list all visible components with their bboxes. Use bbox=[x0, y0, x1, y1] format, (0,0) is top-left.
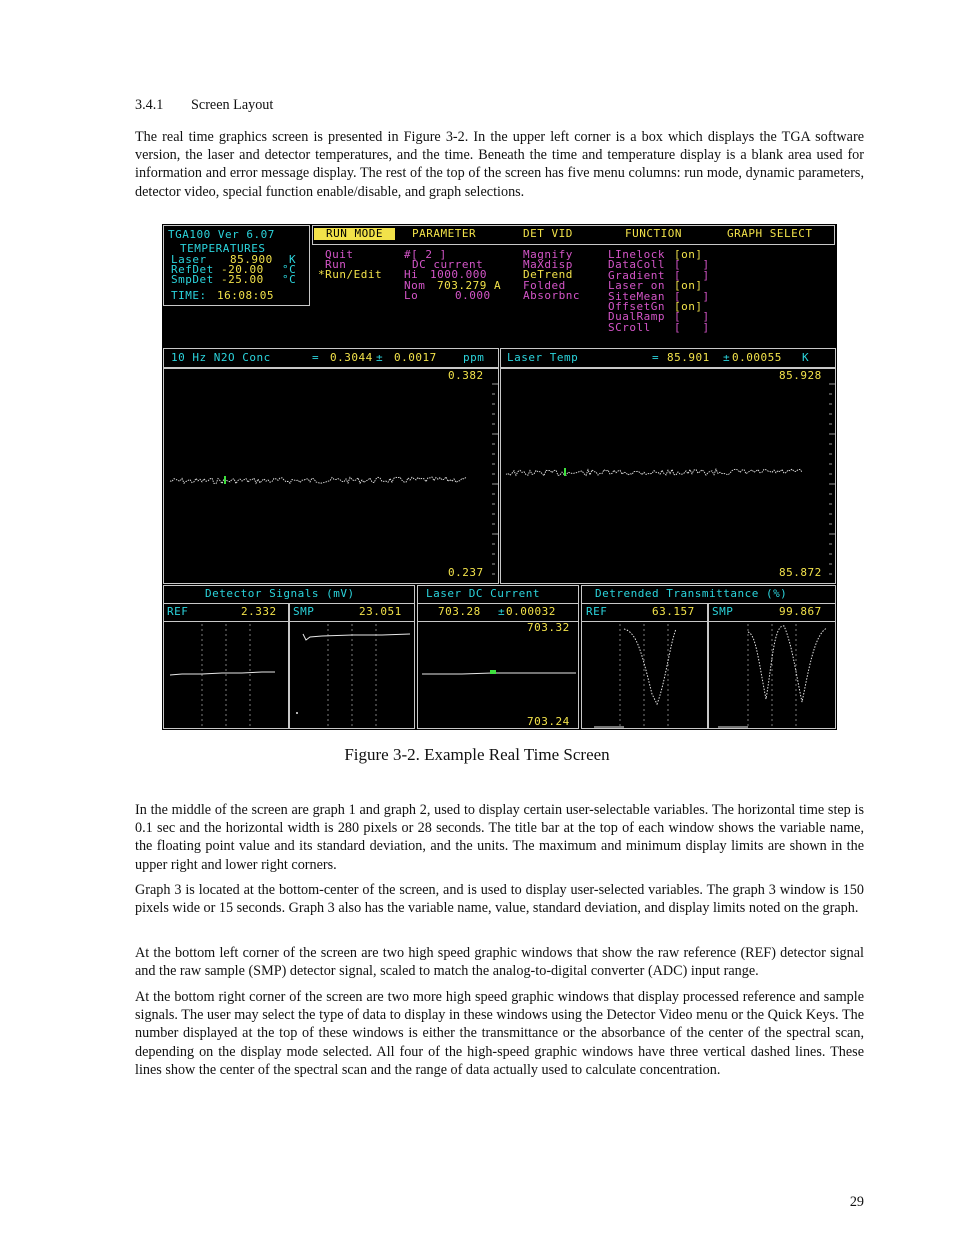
graph2-unit: K bbox=[802, 351, 810, 364]
function-item-name[interactable]: LInelock bbox=[608, 248, 665, 261]
graph1-pm: ± bbox=[376, 351, 384, 364]
parameter-hi-label: Hi bbox=[404, 268, 419, 281]
paragraph-graphs-1-2: In the middle of the screen are graph 1 and graph 2, used to display certain user-selectable variables. The horizontal time step is 0.1 sec and the horizontal width is 280 pixels or 28 seconds. The title bar at the top of each window shows the variable name, the floating point value and its standard deviation, and the units. The maximum and minimum display limits are shown in the upper right and lower right corners. bbox=[135, 802, 864, 873]
laser-temp-label: Laser bbox=[171, 253, 207, 266]
graph1-title: 10 Hz N2O Conc bbox=[171, 351, 271, 364]
det-vid-magnify[interactable]: Magnify bbox=[523, 248, 573, 261]
graph3-sd: 0.00032 bbox=[506, 605, 556, 618]
laser-temp-unit: K bbox=[289, 253, 297, 266]
graph3-pm: ± bbox=[498, 605, 506, 618]
section-title: Screen Layout bbox=[191, 97, 274, 113]
refdet-value: -20.00 bbox=[221, 263, 264, 276]
parameter-name: DC current bbox=[412, 258, 484, 271]
smp-raw-dot bbox=[296, 712, 298, 714]
graph2-max: 85.928 bbox=[779, 369, 822, 382]
function-item-name[interactable]: Gradient bbox=[608, 268, 665, 282]
graph2-cursor bbox=[564, 468, 566, 476]
function-item-state: [on] bbox=[674, 279, 703, 293]
smp-raw-value: 23.051 bbox=[359, 605, 402, 618]
function-item-name[interactable]: Laser on bbox=[608, 279, 665, 293]
time-value: 16:08:05 bbox=[217, 289, 274, 302]
refdet-unit: °C bbox=[282, 263, 297, 276]
refdet-label: RefDet bbox=[171, 263, 214, 276]
function-item-state: [on] bbox=[674, 300, 703, 313]
smpdet-value: -25.00 bbox=[221, 273, 264, 286]
section-number: 3.4.1 bbox=[135, 97, 164, 113]
graph3-max: 703.32 bbox=[527, 621, 570, 634]
graph2-title: Laser Temp bbox=[507, 351, 579, 364]
graph1-cursor bbox=[224, 476, 226, 484]
function-item-state: [ ] bbox=[674, 320, 710, 334]
parameter-hi-value: 1000.000 bbox=[430, 268, 487, 281]
function-item-state: [on] bbox=[674, 248, 703, 261]
page-number: 29 bbox=[849, 1194, 864, 1210]
run-mode-quit[interactable]: Quit bbox=[325, 248, 354, 261]
smp-detrended-value: 99.867 bbox=[779, 605, 822, 618]
parameter-index: #[ 2 ] bbox=[404, 248, 447, 261]
paragraph-raw-windows: At the bottom left corner of the screen are two high speed graphic windows that show the raw reference (REF) detector signal and the raw sample (SMP) detector signal, scaled to match the analog-to-digital converter (ADC) input range. bbox=[135, 945, 864, 980]
det-vid-absorbnc[interactable]: Absorbnc bbox=[523, 289, 580, 302]
function-item-state: [ ] bbox=[674, 289, 710, 303]
smp-raw-trace bbox=[303, 634, 410, 640]
run-mode-run[interactable]: Run bbox=[325, 258, 347, 271]
menu-det-vid[interactable]: DET VID bbox=[523, 227, 573, 240]
det-vid-folded[interactable]: Folded bbox=[523, 279, 566, 292]
version-label: TGA100 Ver 6.07 bbox=[168, 228, 275, 241]
smp-raw-label: SMP bbox=[293, 605, 315, 618]
graph2-eq: = bbox=[652, 351, 660, 364]
detrended-title: Detrended Transmittance (%) bbox=[595, 587, 788, 600]
parameter-lo-label: Lo bbox=[404, 289, 419, 302]
graph1-sd: 0.0017 bbox=[394, 351, 437, 364]
graph1-axis-ticks bbox=[492, 384, 498, 574]
ref-raw-trace bbox=[170, 672, 275, 675]
function-item-state: [ ] bbox=[674, 268, 710, 282]
paragraph-intro: The real time graphics screen is presented in Figure 3-2. In the upper left corner is a box which displays the TGA software version, the laser and detector temperatures, and the time. Beneath the time and temperature display is a blank area used for information and error message display. The rest of the top of the screen has five menu columns: run mode, dynamic parameters, detector video, special function enable/disable, and graph selections. bbox=[135, 129, 864, 200]
parameter-nom-label: Nom bbox=[404, 279, 426, 292]
menu-function[interactable]: FUNCTION bbox=[625, 227, 682, 240]
graph1-max: 0.382 bbox=[448, 369, 484, 382]
graph1-min: 0.237 bbox=[448, 566, 484, 579]
laser-temp-value: 85.900 bbox=[230, 253, 273, 266]
function-item-name[interactable]: DataColl bbox=[608, 258, 665, 272]
graph1-eq: = bbox=[312, 351, 320, 364]
graph3-title: Laser DC Current bbox=[426, 587, 540, 600]
detector-title: Detector Signals (mV) bbox=[205, 587, 355, 600]
menu-parameter[interactable]: PARAMETER bbox=[412, 227, 477, 240]
function-item-state: [ ] bbox=[674, 310, 710, 324]
graph3-cursor bbox=[490, 670, 496, 674]
graph1-value: 0.3044 bbox=[330, 351, 373, 364]
graph1-trace bbox=[170, 477, 466, 484]
smpdet-unit: °C bbox=[282, 273, 297, 286]
graph1-unit: ppm bbox=[463, 351, 485, 364]
menu-run-mode[interactable]: RUN MODE bbox=[314, 228, 395, 240]
function-item-name[interactable]: SCroll bbox=[608, 320, 651, 334]
time-label: TIME: bbox=[171, 289, 207, 302]
graph3-trace bbox=[422, 673, 576, 674]
section-heading bbox=[135, 97, 273, 114]
paragraph-graph-3: Graph 3 is located at the bottom-center of the screen, and is used to display user-selected variables. The graph 3 window is 150 pixels wide or 15 seconds. Graph 3 also has the variable name, value, standard deviation, and display limits noted on the graph. bbox=[135, 882, 864, 917]
scan-range-dashed-lines bbox=[202, 621, 796, 727]
temperatures-label: TEMPERATURES bbox=[180, 242, 266, 255]
menu-graph-select[interactable]: GRAPH SELECT bbox=[727, 227, 813, 240]
paragraph-processed-windows: At the bottom right corner of the screen are two more high speed graphic windows that display processed reference and sample signals. The user may select the type of data to display in these windows using the Detector Video menu or the Quick Keys. The number displayed at the top of these windows is either the transmittance or the absorbance of the center of the spectral scan, depending on the display mode selected. All four of the high-speed graphic windows have three vertical dashed lines. These lines show the center of the spectral scan and the range of data actually used to calculate concentration. bbox=[135, 989, 864, 1078]
ref-raw-label: REF bbox=[167, 605, 189, 618]
ref-raw-value: 2.332 bbox=[241, 605, 277, 618]
graph2-min: 85.872 bbox=[779, 566, 822, 579]
function-item-state: [ ] bbox=[674, 258, 710, 272]
smp-detrended-trace bbox=[748, 626, 827, 702]
parameter-nom-value: 703.279 A bbox=[437, 279, 502, 292]
graph3-min: 703.24 bbox=[527, 715, 570, 728]
parameter-lo-value: 0.000 bbox=[455, 289, 491, 302]
function-item-name[interactable]: OffsetGn bbox=[608, 300, 665, 313]
ref-detrended-label: REF bbox=[586, 605, 608, 618]
graph3-value: 703.28 bbox=[438, 605, 481, 618]
graph2-pm: ± bbox=[723, 351, 731, 364]
figure-caption: Figure 3-2. Example Real Time Screen bbox=[344, 745, 610, 764]
graph2-value: 85.901 bbox=[667, 351, 710, 364]
smpdet-label: SmpDet bbox=[171, 273, 214, 286]
run-mode-run-edit[interactable]: *Run/Edit bbox=[318, 268, 383, 281]
ref-detrended-value: 63.157 bbox=[652, 605, 695, 618]
graph2-sd: 0.00055 bbox=[732, 351, 782, 364]
graph2-trace bbox=[506, 469, 802, 476]
function-item-name[interactable]: SiteMean bbox=[608, 289, 665, 303]
graph2-axis-ticks bbox=[829, 384, 835, 574]
function-item-name[interactable]: DualRamp bbox=[608, 310, 665, 324]
smp-detrended-label: SMP bbox=[712, 605, 734, 618]
real-time-screen bbox=[162, 224, 837, 730]
det-vid-maxdisp[interactable]: MaXdisp bbox=[523, 258, 573, 271]
det-vid-detrend[interactable]: DeTrend bbox=[523, 268, 573, 281]
